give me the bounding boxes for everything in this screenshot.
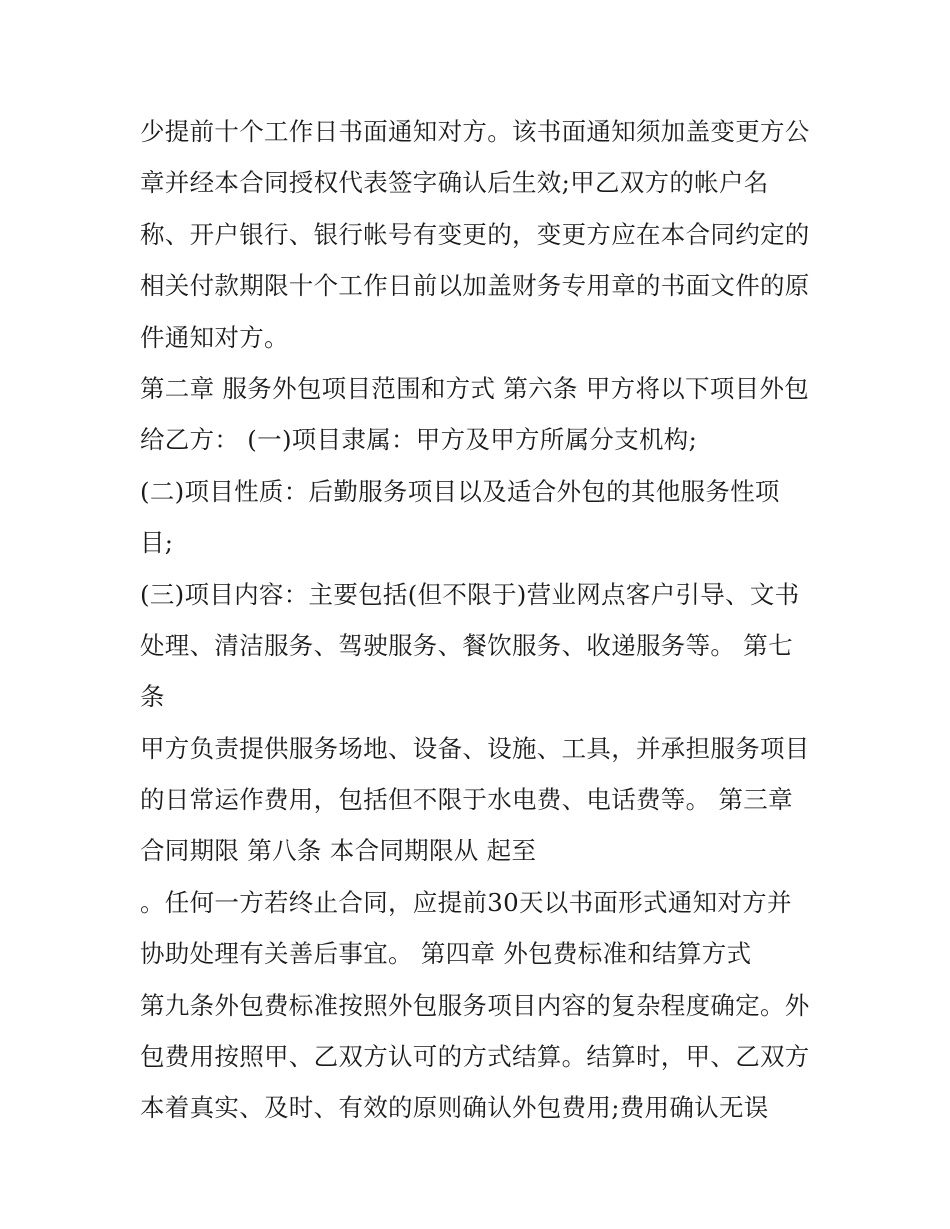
text-line: 协助处理有关善后事宜。 第四章 外包费标准和结算方式 <box>140 939 752 969</box>
text-line: 少提前十个工作日书面通知对方。该书面通知须加盖变更方公 <box>140 117 810 146</box>
text-line: 相关付款期限十个工作日前以加盖财务专用章的书面文件的原 <box>140 271 810 301</box>
text-line: 章并经本合同授权代表签字确认后生效;甲乙双方的帐户名 <box>140 168 769 198</box>
text-line: 甲方负责提供服务场地、设备、设施、工具，并承担服务项目 <box>140 733 810 763</box>
text-line: (二)项目性质：后勤服务项目以及适合外包的其他服务性项 <box>140 476 780 506</box>
text-line: 本着真实、及时、有效的原则确认外包费用;费用确认无误 <box>140 1093 769 1123</box>
contract-text-body <box>140 106 830 1134</box>
text-line: 件通知对方。 <box>140 322 289 352</box>
text-line: 给乙方： (一)项目隶属：甲方及甲方所属分支机构; <box>140 425 698 455</box>
text-line: 的日常运作费用，包括但不限于水电费、电话费等。 第三章 <box>140 785 793 815</box>
text-line: 合同期限 第八条 本合同期限从 起至 <box>140 836 537 866</box>
text-line: 条 <box>140 682 165 712</box>
text-line: 第九条外包费标准按照外包服务项目内容的复杂程度确定。外 <box>140 990 810 1020</box>
text-line: 目; <box>140 528 174 558</box>
text-line: 包费用按照甲、乙双方认可的方式结算。结算时，甲、乙双方 <box>140 1042 810 1072</box>
text-line: 。任何一方若终止合同，应提前30天以书面形式通知对方并 <box>140 887 792 917</box>
text-line: 称、开户银行、银行帐号有变更的，变更方应在本合同约定的 <box>140 219 810 249</box>
text-line: 处理、清洁服务、驾驶服务、餐饮服务、收递服务等。 第七 <box>140 630 793 660</box>
text-line: (三)项目内容：主要包括(但不限于)营业网点客户引导、文书 <box>140 579 800 609</box>
text-line: 第二章 服务外包项目范围和方式 第六条 甲方将以下项目外包 <box>140 373 810 403</box>
